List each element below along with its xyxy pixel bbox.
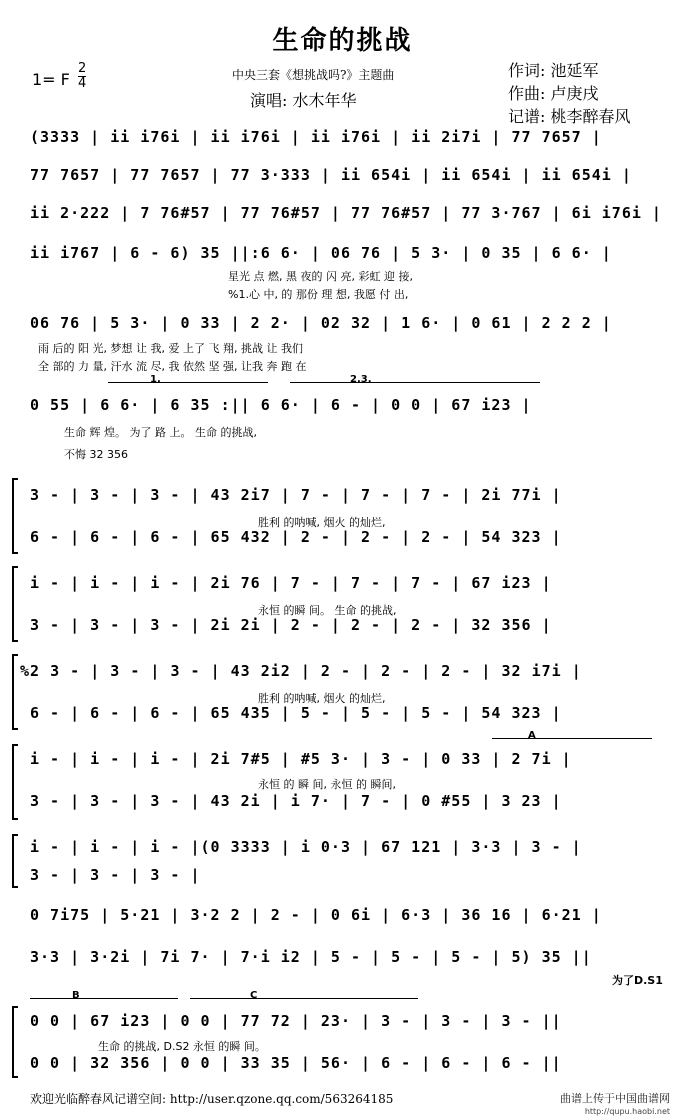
system-brace-10 — [12, 744, 18, 820]
lyrics-row-14: 生命 的挑战, D.S2 永恒 的瞬 间。 — [98, 1040, 266, 1053]
time-bottom: 4 — [78, 76, 87, 91]
lyrics-row-8: 永恒 的瞬 间。 生命 的挑战, — [258, 604, 397, 617]
time-signature — [78, 62, 86, 91]
score-row-7: 3 - | 3 - | 3 - | 43 2i7 | 7 - | 7 - | 7 - | 2i 77i | — [30, 486, 562, 504]
score-row-1: (3333 | ii i76i | ii i76i | ii i76i | ii 2i7i | 77 7657 | — [30, 128, 602, 146]
score-row-5: 06 76 | 5 3· | 0 33 | 2 2· | 02 32 | 1 6· | 0 61 | 2 2 2 | — [30, 314, 612, 332]
section-c-bracket — [190, 998, 418, 999]
volta-1-label: 1. — [150, 374, 161, 385]
score-row-11-lower: 3 - | 3 - | 3 - | — [30, 866, 201, 884]
watermark-url: http://qupu.haobi.net — [584, 1107, 670, 1116]
lyrics-row-4b: %1.心 中, 的 那份 理 想, 我愿 付 出, — [228, 288, 409, 301]
score-row-12: 0 7i75 | 5·21 | 3·2 2 | 2 - | 0 6i | 6·3 | 36 16 | 6·21 | — [30, 906, 602, 924]
system-brace-11 — [12, 834, 18, 888]
section-c-label: C — [250, 990, 258, 1001]
section-a-label: A — [528, 730, 536, 741]
score-row-9-lower: 6 - | 6 - | 6 - | 65 435 | 5 - | 5 - | 5 - | 54 323 | — [30, 704, 562, 722]
lyricist: 作词: 池延军 — [508, 61, 599, 80]
subtitle: 中央三套《想挑战吗?》主题曲 — [232, 68, 395, 82]
score-row-3: ii 2·222 | 7 76#57 | 77 76#57 | 77 76#57 | 77 3·767 | 6i i76i | — [30, 204, 662, 222]
score-row-8-lower: 3 - | 3 - | 3 - | 2i 2i | 2 - | 2 - | 2 - | 32 356 | — [30, 616, 552, 634]
score-row-10: i - | i - | i - | 2i 7#5 | #5 3· | 3 - | 0 33 | 2 7i | — [30, 750, 572, 768]
lyrics-row-10: 永恒 的 瞬 间, 永恒 的 瞬间, — [258, 778, 396, 791]
lyrics-row-4a: 星光 点 燃, 黑 夜的 闪 亮, 彩虹 迎 接, — [228, 270, 413, 283]
lyrics-row-5b: 全 部的 力 量, 汗水 流 尽, 我 依然 坚 强, 让我 奔 跑 在 — [38, 360, 307, 373]
system-brace-14 — [12, 1006, 18, 1078]
system-brace-8 — [12, 566, 18, 642]
score-row-14-lower: 0 0 | 32 356 | 0 0 | 33 35 | 56· | 6 - | 6 - | 6 - || — [30, 1054, 562, 1072]
lyrics-row-6a: 生命 辉 煌。 为了 路 上。 生命 的挑战, — [64, 426, 257, 439]
section-b-label: B — [72, 990, 80, 1001]
score-row-13: 3·3 | 3·2i | 7i 7· | 7·i i2 | 5 - | 5 - | 5 - | 5) 35 || — [30, 948, 592, 966]
song-title: 生命的挑战 — [272, 26, 413, 56]
composer: 作曲: 卢庚戌 — [508, 84, 599, 103]
score-row-8: i - | i - | i - | 2i 76 | 7 - | 7 - | 7 - | 67 i23 | — [30, 574, 552, 592]
score-row-2: 77 7657 | 77 7657 | 77 3·333 | ii 654i | ii 654i | ii 654i | — [30, 166, 632, 184]
lyrics-row-9: 胜利 的呐喊, 烟火 的灿烂, — [258, 692, 386, 705]
ds1-marker: 为了D.S1 — [612, 974, 663, 987]
lyrics-row-7: 胜利 的呐喊, 烟火 的灿烂, — [258, 516, 386, 529]
volta-1-bracket — [108, 382, 268, 383]
key-signature: 1= F — [32, 70, 70, 89]
watermark-main: 曲谱上传于中国曲谱网 — [560, 1092, 670, 1105]
score-row-7-lower: 6 - | 6 - | 6 - | 65 432 | 2 - | 2 - | 2 - | 54 323 | — [30, 528, 562, 546]
score-row-6: 0 55 | 6 6· | 6 35 :|| 6 6· | 6 - | 0 0 | 67 i23 | — [30, 396, 532, 414]
time-top: 2 — [78, 61, 87, 76]
singer: 演唱: 水木年华 — [250, 91, 357, 110]
score-row-4: ii i767 | 6 - 6) 35 ||:6 6· | 06 76 | 5 3· | 0 35 | 6 6· | — [30, 244, 612, 262]
system-brace-9 — [12, 654, 18, 730]
volta-2-bracket — [290, 382, 540, 383]
watermark — [560, 1092, 670, 1118]
volta-2-label: 2.3. — [350, 374, 372, 385]
transcriber: 记谱: 桃李醉春风 — [508, 107, 631, 126]
section-b-bracket — [30, 998, 178, 999]
lyrics-row-6b: 不悔 32 356 — [64, 448, 128, 461]
section-a-bracket — [492, 738, 652, 739]
score-row-10-lower: 3 - | 3 - | 3 - | 43 2i | i 7· | 7 - | 0 #55 | 3 23 | — [30, 792, 562, 810]
footer-text: 欢迎光临醉春风记谱空间: http://user.qzone.qq.com/563264185 — [30, 1092, 394, 1106]
score-row-11: i - | i - | i - |(0 3333 | i 0·3 | 67 121 | 3·3 | 3 - | — [30, 838, 582, 856]
system-brace-7 — [12, 478, 18, 554]
score-row-9: %2 3 - | 3 - | 3 - | 43 2i2 | 2 - | 2 - | 2 - | 32 i7i | — [20, 662, 582, 680]
lyrics-row-5a: 雨 后的 阳 光, 梦想 让 我, 爱 上了 飞 翔, 挑战 让 我们 — [38, 342, 303, 355]
score-row-14: 0 0 | 67 i23 | 0 0 | 77 72 | 23· | 3 - | 3 - | 3 - || — [30, 1012, 562, 1030]
